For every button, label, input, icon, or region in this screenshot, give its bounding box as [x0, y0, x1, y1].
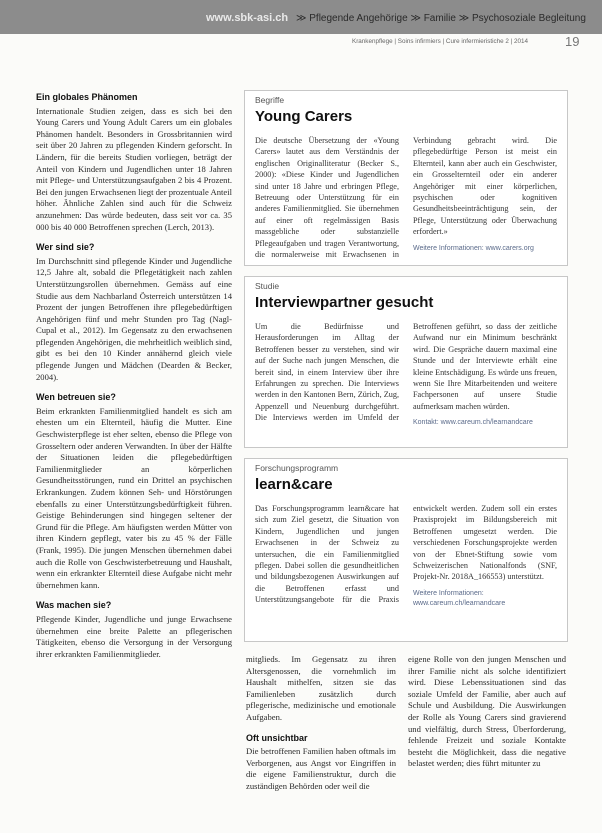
box-title: Interviewpartner gesucht: [255, 294, 434, 311]
box-link[interactable]: Weitere Informationen: www.carers.org: [413, 244, 534, 252]
box-link[interactable]: Kontakt: www.careum.ch/learnandcare: [413, 419, 533, 427]
info-box-interviewpartner: [244, 276, 568, 448]
section-body: Pflegende Kinder, Jugendliche und junge Erwachsene übernehmen eine breite Palette an pflegerischen Tätigkeiten, ebenso die Versorgung in der Versorgung ihrer erkrankten Familienmitglieder.: [36, 613, 232, 659]
info-box-young-carers: [244, 90, 568, 266]
breadcrumb[interactable]: ≫ Pflegende Angehörige ≫ Familie ≫ Psychosoziale Begleitung: [296, 13, 586, 24]
box-title: Young Carers: [255, 108, 353, 125]
section-body: Im Durchschnitt sind pflegende Kinder und Jugendliche 12,5 Jahre alt, sobald die Pflegetätigkeit nach zahlen Unterstützungsrollen übernehmen. Gemäss auf eine Studie aus dem Nachbarland Österreich unterstützen 14 Prozent der jungen Betroffenen ihre pflegebedürftigen Angehörigen fünf und mehr Stunden pro Tag (Nagl-Cupal et al., 2012). Im Gegensatz zu den erwachsenen pflegenden Angehörigen, die mehrheitlich weiblich sind, gibt es bei den 10 Kinder annähernd gleich viele pflegende Jungen und Mädchen (Dearden & Becker, 2004).: [36, 255, 232, 382]
section-body: Beim erkrankten Familienmitglied handelt es sich am ehesten um ein Elternteil, häufig die Mutter. Eine Geschwisterpflege ist eher selten, ebenso die Pflege von Grosseltern oder anderen Verwandten. In über der Hälfte der Situationen leiden die pflegebedürftigen Familienmitglieder an körperlichen Gesundheitsstörungen, rund ein Drittel an psychischen Erkrankungen. Zudem können Seh- und Hörstörungen ebenfalls zu einer Unterstützungsbedürftigkeit führen. Geistige Behinderungen sind hingegen seltener der Grund für die Pflege. Am häufigsten werden Mütter von ihren Kindern gepflegt, vater bis zu 45 % der Fälle (Frank, 1995). Die jungen Menschen übernehmen dabei auch die Rolle von Geschwisterbetreuung und Haushalt, wenn ein erkrankter Elternteil diese Aufgabe nicht mehr übernehmen kann.: [36, 405, 232, 590]
site-url[interactable]: www.sbk-asi.ch: [206, 12, 289, 24]
section-heading: Oft unsichtbar: [246, 732, 308, 743]
bottom-column-right: [408, 654, 566, 779]
section-heading: Was machen sie?: [36, 600, 112, 611]
box-link[interactable]: Weitere Informationen: www.careum.ch/learnandcare: [413, 589, 506, 607]
section-heading: Wer sind sie?: [36, 242, 95, 253]
box-title: learn&care: [255, 476, 333, 493]
box-body: [255, 321, 557, 428]
box-body: [255, 503, 557, 609]
section-heading: Ein globales Phänomen: [36, 92, 138, 102]
box-kicker: Begriffe: [255, 95, 285, 105]
journal-subline: Krankenpflege | Soins infirmiers | Cure infermieristiche 2 | 2014: [352, 38, 529, 45]
box-kicker: Studie: [255, 281, 280, 291]
left-column: [36, 92, 232, 669]
section-heading: Wen betreuen sie?: [36, 392, 116, 403]
box-text: Um die Bedürfnisse und Herausforderungen im Alltag der Betroffenen besser zu verstehen, sind wir auf der Suche nach jungen Menschen, die bereit sind, in einem Interview über ihre Erfahrungen zu sprechen. Die Interviews werden in den Kantonen Bern, Zürich, Zug, Appenzell und Neuenburg durchgeführt. Die Interviews werden im Umfeld der Betroffenen geführt, so dass der zeitliche Aufwand nur ein Minimum beschränkt wird. Die Gespräche dauern maximal eine Stunde und der Interviewte erhält eine kleine Entschädigung. Es würde uns freuen, wenn Sie Ihre Mitarbeitenden und weitere Fachpersonen auf unsere Studie aufmerksam machen würden.: [255, 322, 557, 423]
box-text: Das Forschungsprogramm learn&care hat sich zum Ziel gesetzt, die Situation von Kindern, Jugendlichen und jungen Erwachsenen in der Schweiz zu untersuchen, die ein Familienmitglied pflegen. Dabei sollen die gesundheitlichen und bildungsbezogenen Auswirkungen auf die Betroffenen erfasst und Unterstützungsangebote für die Praxis entwickelt werden. Zudem soll ein erstes Praxisprojekt im Bildungsbereich mit Betroffenen umgesetzt werden. Die verschiedenen Forschungsprojekte werden von der Ebnet-Stiftung sowie vom Schweizerischen Nationalfonds (SNF, Projekt-Nr. 2018A_166553) unterstützt.: [255, 504, 557, 605]
column-text: Die betroffenen Familien haben oftmals im Verborgenen, aus Angst vor Eingriffen in die eigene Familienstruktur, durch die zuständigen Behörden oder weil die: [246, 746, 396, 791]
column-text: mitglieds. Im Gegensatz zu ihren Altersgenossen, die vornehmlich im Haushalt mithelfen, sitzen sie das Familienleben zusätzlich durch pflegerische, medizinische und emotionale Aufgaben.: [246, 654, 396, 722]
box-kicker: Forschungsprogramm: [255, 463, 339, 473]
box-text: Die deutsche Übersetzung der «Young Carers» lautet aus dem Verständnis der englischen Originalliteratur (Becker S., 2000): «Diese Kinder und Jugendlichen sind unter 18 Jahre und erbringen Pflege, Betreuung oder Unterstützung für ein anderes Familienmitglied. Sie übernehmen auf einer oft regelmässigen Basis massgebliche oder substanzielle Pflegeaufgaben und tragen Verantwortung, die normalerweise mit Erwachsenen in Verbindung gebracht wird. Die pflegebedürftige Person ist meist ein Elternteil, kann aber auch ein Geschwister, ein Grosselternteil oder ein anderer Angehöriger mit einer körperlichen, psychischen oder kognitiven Gesundheitsbeeinträchtigung sein, der Pflege, Unterstützung oder Überwachung erfordert.»: [255, 136, 557, 260]
page-number: 19: [565, 34, 580, 49]
section-body: Internationale Studien zeigen, dass es sich bei den Young Carers und Young Adult Carers um ein globales Phänomen handelt. Besonders in Grossbritannien wird seit über 20 Jahren zu pflegenden Kindern geforscht. In Ländern, für die bereits Studien vorliegen, beträgt der Anteil von Kindern und Jugendlichen unter 18 Jahren mit Pflege- und Unterstützungsaufgaben 2 bis 4 Prozent. Bei den jungen Erwachsenen liegt der prozentuale Anteil höher. Ähnliche Zahlen sind auch für die Schweiz anzunehmen: Das würde bedeuten, dass seit vor ca. 35 000 bis 40 000 Betroffenen sprechen (Lerch, 2013).: [36, 105, 232, 232]
column-text: eigene Rolle von den jungen Menschen und ihrer Familie nicht als solche identifiziert wird. Diese Lebenssituationen sind das soziale Umfeld der Familie, aber auch auf Schule und Ausbildung. Die Auswirkungen der Rolle als Young Carers sind gravierend und vielfältig, durch Stress, Überforderung, fehlende Freizeit und soziale Kontakte besteht die Möglichkeit, dass die negative belastet werden; dies führt mitunter zu: [408, 654, 566, 769]
header-bar: [0, 0, 602, 34]
info-box-learn-care: [244, 458, 568, 642]
box-body: [255, 135, 557, 260]
bottom-column-middle: [246, 654, 396, 802]
